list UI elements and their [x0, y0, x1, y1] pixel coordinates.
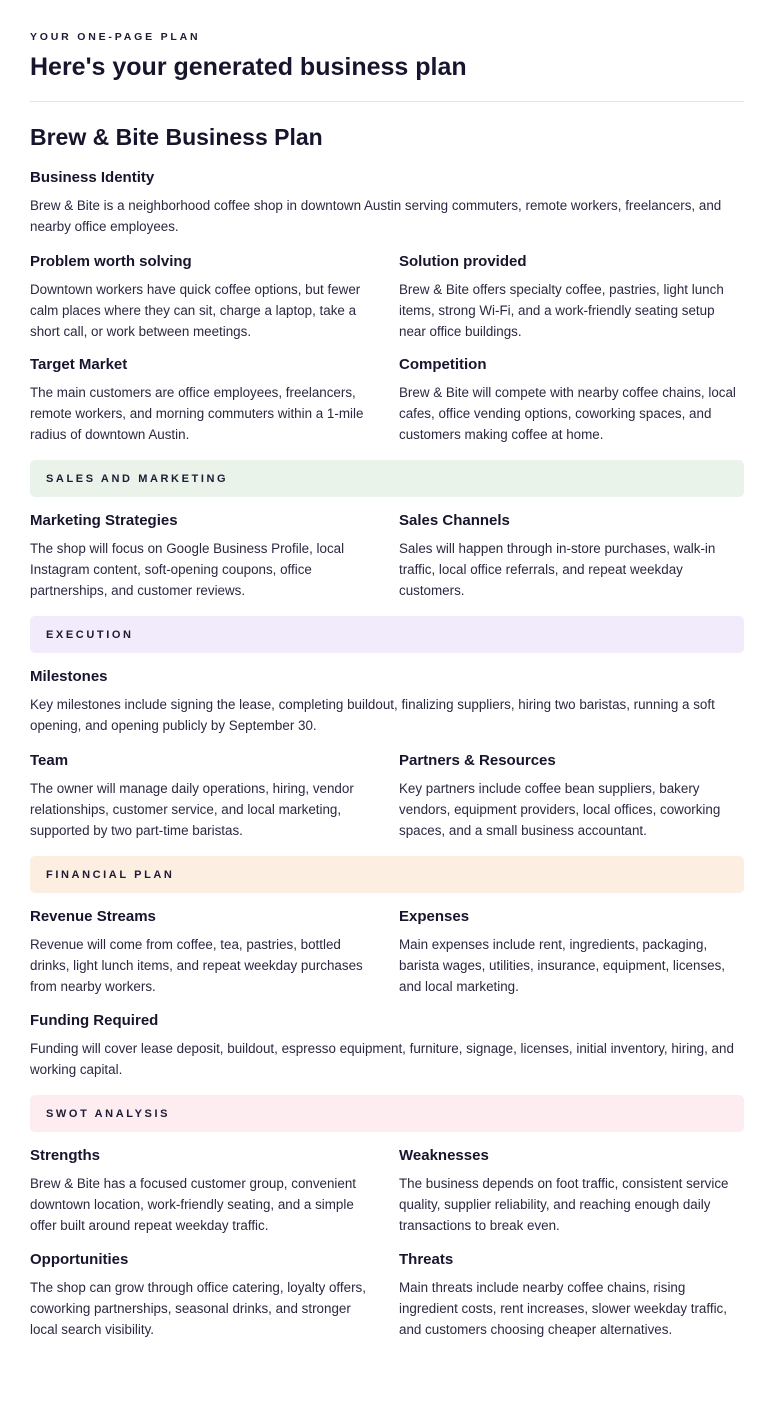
partners-text: Key partners include coffee bean suppliers, bakery vendors, equipment providers, local offices, coworking spaces, and a small business accountant. [399, 781, 721, 838]
strengths-text: Brew & Bite has a focused customer group, convenient downtown location, work-friendly seating, and a simple offer built around repeat weekday traffic. [30, 1176, 357, 1233]
revenue-text: Revenue will come from coffee, tea, pastries, bottled drinks, light lunch items, and repeat weekday purchases from nearby workers. [30, 937, 363, 994]
business-plan-page [30, 0, 744, 1340]
milestones-heading: Milestones [30, 668, 108, 685]
opportunities-block [30, 1250, 375, 1340]
plan-title: Brew & Bite Business Plan [30, 124, 323, 150]
strengths-weaknesses-row [30, 1146, 744, 1236]
milestones-text: Key milestones include signing the lease, completing buildout, finalizing suppliers, hiring two baristas, running a soft opening, and opening publicly by September 30. [30, 697, 715, 733]
strengths-block [30, 1146, 375, 1236]
expenses-text: Main expenses include rent, ingredients, packaging, barista wages, utilities, insurance, equipment, licenses, and local marketing. [399, 937, 726, 994]
weaknesses-text: The business depends on foot traffic, consistent service quality, supplier reliability, and reaching enough daily transactions to break even. [399, 1176, 729, 1233]
competition-heading: Competition [399, 356, 487, 373]
target-market-text: The main customers are office employees, freelancers, remote workers, and morning commuters within a 1-mile radius of downtown Austin. [30, 385, 364, 442]
competition-text: Brew & Bite will compete with nearby coffee chains, local cafes, office vending options, coworking spaces, and customers making coffee at home. [399, 385, 736, 442]
marketing-strategies-block [30, 511, 375, 601]
business-identity-text: Brew & Bite is a neighborhood coffee shop in downtown Austin serving commuters, remote workers, freelancers, and nearby office employees. [30, 198, 722, 234]
competition-block [399, 355, 744, 445]
funding-text: Funding will cover lease deposit, buildout, espresso equipment, furniture, signage, licenses, initial inventory, hiring, and working capital. [30, 1041, 734, 1077]
threats-heading: Threats [399, 1251, 454, 1268]
target-market-heading: Target Market [30, 356, 128, 373]
sales-channels-text: Sales will happen through in-store purchases, walk-in traffic, local office referrals, and repeat weekday customers. [399, 541, 716, 598]
solution-heading: Solution provided [399, 253, 527, 270]
financial-plan-band: FINANCIAL PLAN [30, 856, 744, 893]
expenses-heading: Expenses [399, 908, 470, 925]
market-competition-row [30, 355, 744, 445]
target-market-block [30, 355, 375, 445]
page-eyebrow: YOUR ONE-PAGE PLAN [30, 31, 201, 43]
sales-channels-block [399, 511, 744, 601]
sales-channels-heading: Sales Channels [399, 512, 510, 529]
strengths-heading: Strengths [30, 1147, 101, 1164]
opportunities-threats-row [30, 1250, 744, 1340]
milestones-section [30, 667, 744, 736]
partners-block [399, 751, 744, 841]
team-partners-row [30, 751, 744, 841]
solution-text: Brew & Bite offers specialty coffee, pastries, light lunch items, strong Wi-Fi, and a work-friendly seating setup near office buildings. [399, 282, 724, 339]
solution-block [399, 252, 744, 342]
revenue-expenses-row [30, 907, 744, 997]
sales-marketing-row [30, 511, 744, 601]
opportunities-heading: Opportunities [30, 1251, 129, 1268]
team-heading: Team [30, 752, 69, 769]
execution-band: EXECUTION [30, 616, 744, 653]
threats-text: Main threats include nearby coffee chains, rising ingredient costs, rent increases, slower weekday traffic, and customers choosing cheaper alternatives. [399, 1280, 727, 1337]
weaknesses-heading: Weaknesses [399, 1147, 489, 1164]
business-identity-heading: Business Identity [30, 169, 155, 186]
threats-block [399, 1250, 744, 1340]
business-identity-section [30, 168, 744, 237]
problem-heading: Problem worth solving [30, 253, 192, 270]
weaknesses-block [399, 1146, 744, 1236]
problem-text: Downtown workers have quick coffee options, but fewer calm places where they can sit, charge a laptop, take a short call, or work between meetings. [30, 282, 361, 339]
team-block [30, 751, 375, 841]
opportunities-text: The shop can grow through office catering, loyalty offers, coworking partnerships, seasonal drinks, and stronger local search visibility. [30, 1280, 366, 1337]
team-text: The owner will manage daily operations, hiring, vendor relationships, customer service, and local marketing, supported by two part-time baristas. [30, 781, 354, 838]
header-divider [30, 101, 744, 102]
swot-band: SWOT ANALYSIS [30, 1095, 744, 1132]
funding-section [30, 1011, 744, 1080]
funding-heading: Funding Required [30, 1012, 159, 1029]
sales-marketing-band: SALES AND MARKETING [30, 460, 744, 497]
revenue-block [30, 907, 375, 997]
problem-block [30, 252, 375, 342]
problem-solution-row [30, 252, 744, 342]
marketing-strategies-text: The shop will focus on Google Business Profile, local Instagram content, soft-opening coupons, office partnerships, and customer reviews. [30, 541, 345, 598]
page-title: Here's your generated business plan [30, 53, 467, 81]
expenses-block [399, 907, 744, 997]
partners-heading: Partners & Resources [399, 752, 556, 769]
marketing-strategies-heading: Marketing Strategies [30, 512, 178, 529]
revenue-heading: Revenue Streams [30, 908, 156, 925]
